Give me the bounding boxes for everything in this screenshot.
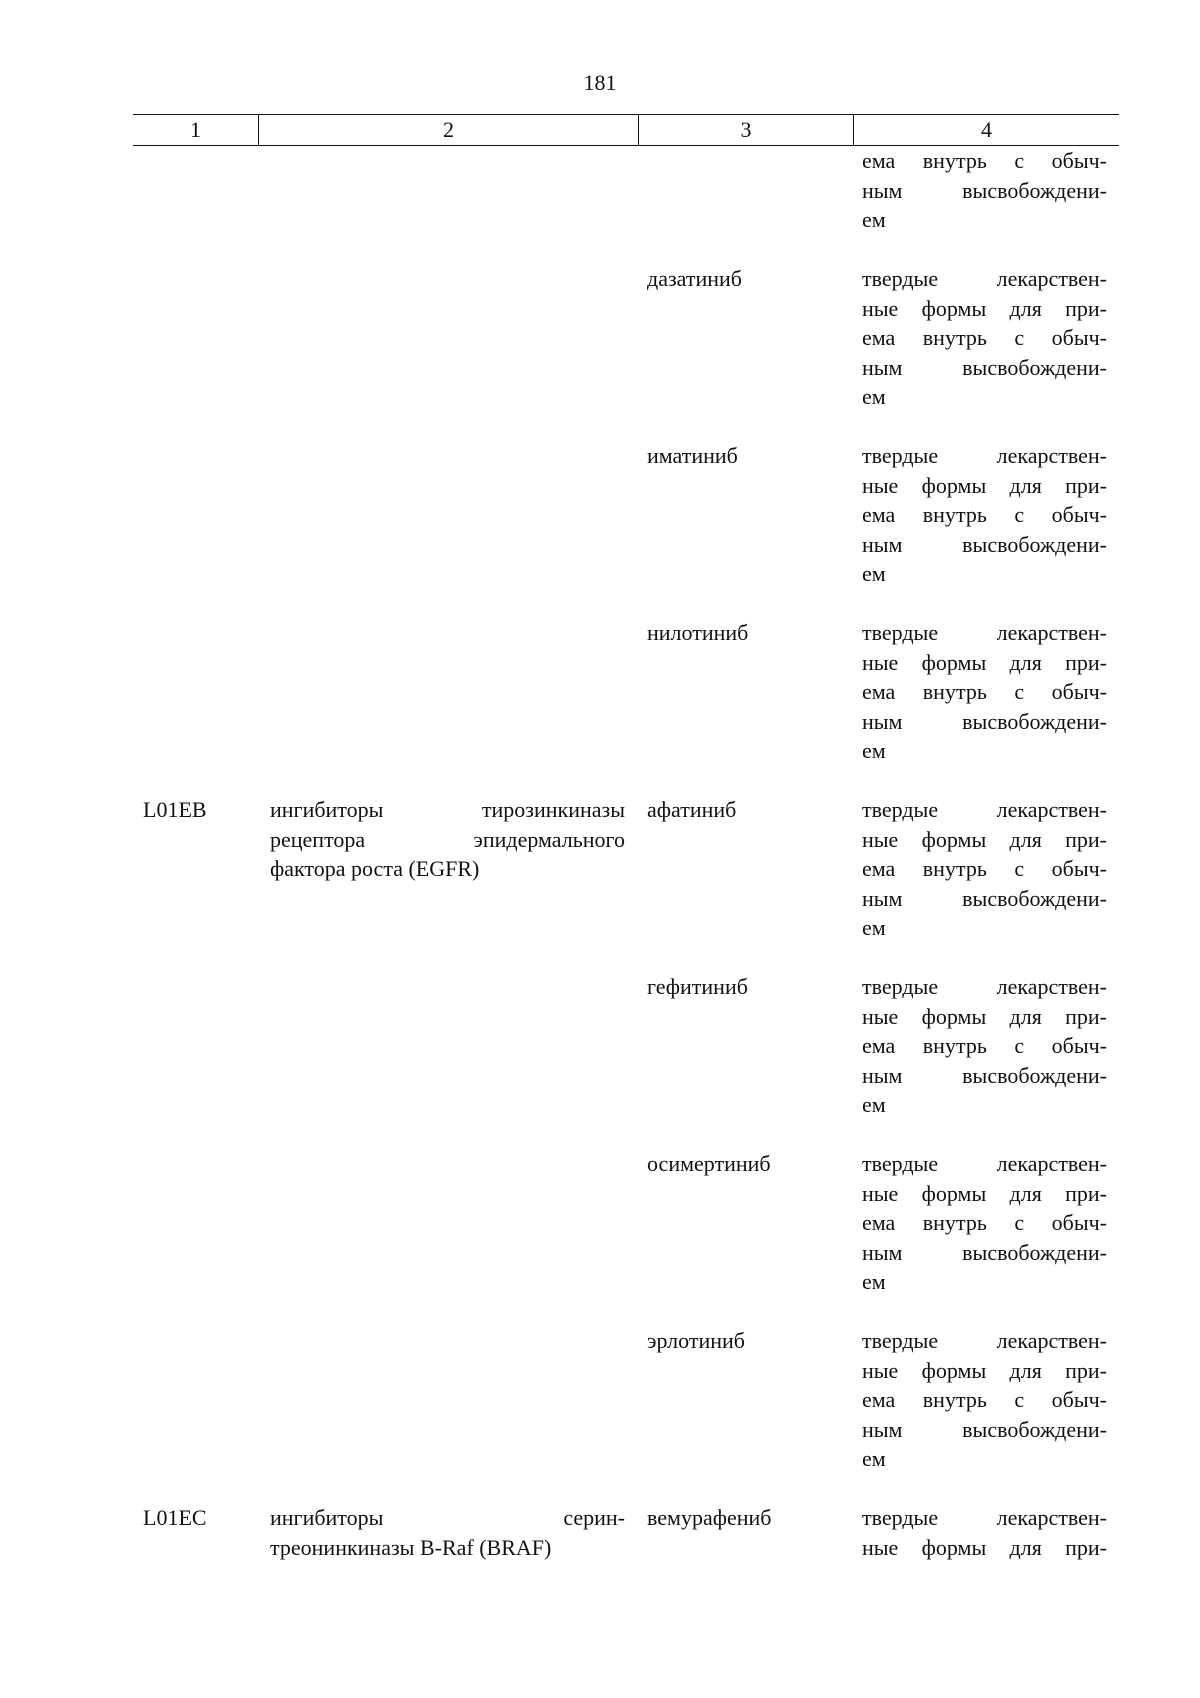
form-line: ным высвобождени- [862,531,1107,557]
drug-group-cell [270,795,625,884]
atc-code: L01EB [143,797,207,822]
drug-name: иматиниб [647,443,738,468]
form-line: ные формы для при- [862,1180,1107,1206]
header-col-4: 4 [853,115,1119,145]
form-line: твердые лекарствен- [862,443,1107,468]
group-line: ингибиторы тирозинкиназы [270,797,625,822]
form-line: ем [862,561,886,587]
form-line: ема внутрь с обыч- [862,148,1107,173]
header-col-3: 3 [638,115,853,145]
form-line: ные формы для при- [862,649,1107,675]
drug-name: осимертиниб [647,1151,771,1176]
form-line: ные формы для при- [862,1003,1107,1029]
form-line: твердые лекарствен- [862,974,1107,999]
form-line: ным высвобождени- [862,885,1107,911]
form-line: ем [862,384,886,410]
form-line: ема внутрь с обыч- [862,679,1107,705]
form-line: ема внутрь с обыч- [862,1210,1107,1236]
form-line: ема внутрь с обыч- [862,856,1107,882]
form-line: ным высвобождени- [862,1239,1107,1265]
form-line: твердые лекарствен- [862,1505,1107,1530]
header-col-1: 1 [190,117,201,142]
form-line: ным высвобождени- [862,1062,1107,1088]
drug-name: гефитиниб [647,974,748,999]
form-line: твердые лекарствен- [862,620,1107,645]
form-line: твердые лекарствен- [862,266,1107,291]
drug-name: нилотиниб [647,620,749,645]
atc-code: L01EC [143,1505,207,1530]
drug-name: вемурафениб [647,1505,772,1530]
continuation-form-cell [862,146,1107,235]
form-line: ным высвобождени- [862,708,1107,734]
dosage-form-cell [862,1149,1107,1297]
form-line: ным высвобождени- [862,354,1107,380]
form-line: ем [862,1269,886,1295]
dosage-form-cell [862,795,1107,943]
drug-name: афатиниб [647,797,737,822]
form-line: ем [862,207,886,233]
drug-group-cell [270,1503,625,1562]
form-line: ные формы для при- [862,295,1107,321]
dosage-form-cell [862,264,1107,412]
group-line: ингибиторы серин- [270,1505,625,1530]
drug-name: эрлотиниб [647,1328,745,1353]
group-line: фактора роста (EGFR) [270,856,480,882]
form-line: ема внутрь с обыч- [862,502,1107,528]
dosage-form-cell [862,1326,1107,1474]
form-line: твердые лекарствен- [862,797,1107,822]
dosage-form-cell [862,972,1107,1120]
form-line: ема внутрь с обыч- [862,1033,1107,1059]
group-line: треонинкиназы B-Raf (BRAF) [270,1534,552,1560]
form-line: ем [862,915,886,941]
drug-name: дазатиниб [647,266,742,291]
form-line: ным высвобождени- [862,1416,1107,1442]
form-line: ные формы для при- [862,472,1107,498]
dosage-form-cell [862,441,1107,589]
form-line: твердые лекарствен- [862,1151,1107,1176]
table-header [133,114,1119,146]
page-number: 181 [583,70,617,95]
group-line: рецептора эпидермального [270,826,625,852]
form-line: ем [862,1092,886,1118]
dosage-form-cell [862,1503,1107,1562]
dosage-form-cell [862,618,1107,766]
form-line: ема внутрь с обыч- [862,325,1107,351]
header-col-2: 2 [258,115,638,145]
form-line: ные формы для при- [862,1357,1107,1383]
form-line: ема внутрь с обыч- [862,1387,1107,1413]
form-line: твердые лекарствен- [862,1328,1107,1353]
form-line: ем [862,738,886,764]
form-line: ные формы для при- [862,1534,1107,1560]
form-line: ным высвобождени- [862,177,1107,203]
form-line: ные формы для при- [862,826,1107,852]
form-line: ем [862,1446,886,1472]
